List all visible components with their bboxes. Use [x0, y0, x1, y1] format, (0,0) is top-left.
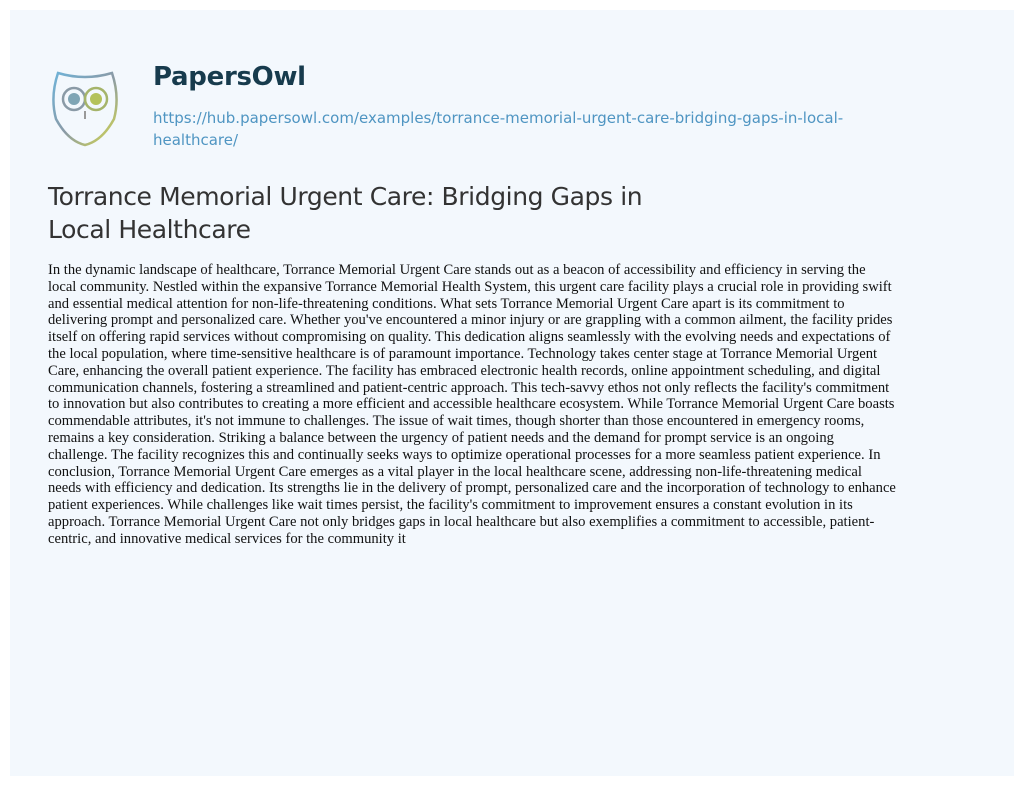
body-line: remains a key consideration. Striking a balance between the urgency of patient needs and the demand for prompt service is an ongoing	[48, 429, 834, 446]
body-line: approach. Torrance Memorial Urgent Care not only bridges gaps in local healthcare but also exemplifies a commitment to accessible, patient-	[48, 513, 875, 530]
title-line: Torrance Memorial Urgent Care: Bridging Gaps in	[48, 182, 643, 211]
body-line: itself on offering rapid services without compromising on quality. This dedication aligns seamlessly with the evolving needs and expectations of	[48, 329, 891, 346]
page-title	[48, 180, 748, 246]
body-line: delivering prompt and personalized care. Whether you've encountered a minor injury or are grappling with a common ailment, the facility prides	[48, 312, 893, 329]
url-line: healthcare/	[153, 131, 239, 149]
body-line: and essential medical attention for non-life-threatening conditions. What sets Torrance Memorial Urgent Care apart is its commitment to	[48, 295, 845, 312]
body-line: needs with efficiency and dedication. Its strengths lie in the delivery of prompt, personalized care and the incorporation of technology to enhance	[48, 480, 896, 497]
body-line: patient experiences. While challenges like wait times persist, the facility's commitment to improvement ensures a constant evolution in its	[48, 497, 853, 514]
title-line: Local Healthcare	[48, 215, 251, 244]
body-line: communication channels, fostering a streamlined and patient-centric approach. This tech-savvy ethos not only reflects the facility's commitment	[48, 379, 890, 396]
body-line: commendable attributes, it's not immune to challenges. The issue of wait times, though shorter than those encountered in emergency rooms,	[48, 413, 865, 430]
brand-name: PapersOwl	[153, 62, 306, 92]
body-line: challenge. The facility recognizes this and continually seeks ways to optimize operational processes for a more seamless patient experience. In	[48, 446, 881, 463]
body-line: the local population, where time-sensitive healthcare is of paramount importance. Technology takes center stage at Torrance Memorial Urgent	[48, 345, 878, 362]
body-line: conclusion, Torrance Memorial Urgent Care emerges as a vital player in the local healthcare scene, addressing non-life-threatening medical	[48, 463, 862, 480]
url-line: https://hub.papersowl.com/examples/torrance-memorial-urgent-care-bridging-gaps-in-local-	[153, 109, 844, 127]
body-line: In the dynamic landscape of healthcare, Torrance Memorial Urgent Care stands out as a beacon of accessibility and efficiency in serving the	[48, 262, 866, 278]
body-line: to innovation but also contributes to creating a more efficient and accessible healthcare ecosystem. While Torrance Memorial Urgent Care boasts	[48, 396, 895, 413]
article-body	[48, 262, 1018, 548]
body-line: Care, enhancing the overall patient experience. The facility has embraced electronic health records, online appointment scheduling, and digital	[48, 362, 881, 379]
body-line: local community. Nestled within the expansive Torrance Memorial Health System, this urgent care facility plays a crucial role in providing swift	[48, 278, 892, 295]
body-line: centric, and innovative medical services for the community it	[48, 530, 406, 547]
source-url-link[interactable]	[153, 107, 953, 151]
papersowl-owl-logo-icon	[50, 67, 120, 147]
